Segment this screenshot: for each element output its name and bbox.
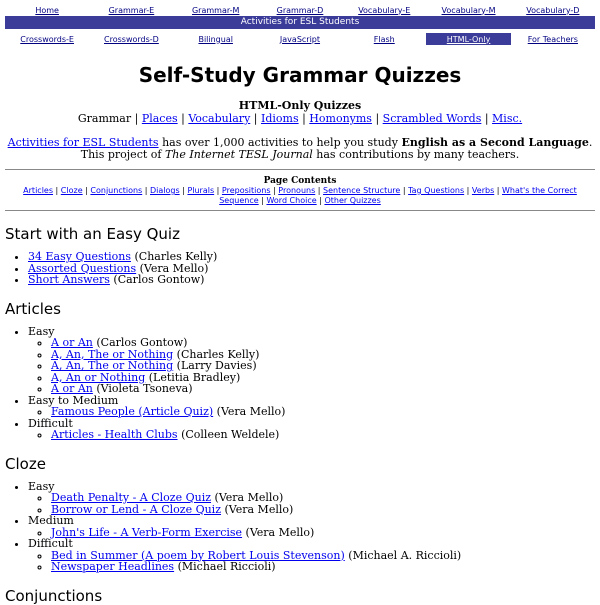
quiz-author: (Letitia Bradley) bbox=[145, 370, 241, 384]
nav-vocabulary-e[interactable] bbox=[342, 4, 426, 16]
list-item bbox=[51, 406, 600, 418]
level-label: Medium bbox=[28, 514, 74, 527]
list-item bbox=[51, 527, 600, 539]
level-item bbox=[28, 481, 600, 516]
nav-link[interactable]: Bilingual bbox=[198, 34, 233, 44]
contents-link-word-choice[interactable]: Word Choice bbox=[266, 196, 317, 205]
level-item bbox=[28, 418, 600, 441]
nav-link[interactable]: Vocabulary-M bbox=[441, 5, 496, 15]
intro-link[interactable]: Activities for ESL Students bbox=[7, 136, 159, 149]
easy-quiz-list bbox=[0, 251, 600, 286]
contents-link-other[interactable]: Other Quizzes bbox=[324, 196, 381, 205]
nav-link[interactable]: Vocabulary-D bbox=[526, 5, 580, 15]
contents-link-dialogs[interactable]: Dialogs bbox=[150, 186, 180, 195]
quiz-link[interactable]: Assorted Questions bbox=[28, 261, 137, 275]
nav-home[interactable] bbox=[5, 4, 89, 16]
quiz-author: (Vera Mello) bbox=[136, 261, 209, 275]
quiz-link[interactable]: A or An bbox=[51, 336, 93, 349]
intro-line2b: has contributions by many teachers. bbox=[312, 148, 520, 161]
list-item bbox=[28, 274, 600, 286]
divider bbox=[5, 210, 595, 211]
divider bbox=[5, 169, 595, 170]
quiz-link[interactable]: A, An or Nothing bbox=[51, 370, 146, 384]
contents-link-prepositions[interactable]: Prepositions bbox=[221, 186, 271, 195]
list-item bbox=[51, 429, 600, 441]
quiz-author: (Michael Riccioli) bbox=[174, 560, 276, 573]
nav-html-only[interactable] bbox=[426, 33, 510, 45]
quiz-author: (Larry Davies) bbox=[173, 359, 257, 372]
level-label: Difficult bbox=[28, 416, 73, 430]
quiz-author: (Vera Mello) bbox=[213, 405, 286, 418]
secondary-nav bbox=[5, 33, 595, 45]
contents-link-tag-questions[interactable]: Tag Questions bbox=[408, 186, 465, 195]
nav-javascript[interactable] bbox=[258, 33, 342, 45]
quiz-author: (Carlos Gontow) bbox=[92, 336, 188, 349]
category-link-vocabulary[interactable]: Vocabulary bbox=[188, 112, 251, 125]
category-link-places[interactable]: Places bbox=[141, 112, 178, 125]
list-item bbox=[51, 504, 600, 516]
quiz-link[interactable]: Death Penalty - A Cloze Quiz bbox=[51, 491, 212, 504]
quiz-link[interactable]: A, An, The or Nothing bbox=[51, 347, 174, 361]
nav-link[interactable]: Crosswords-D bbox=[104, 34, 159, 44]
quiz-link[interactable]: Short Answers bbox=[28, 273, 110, 286]
nav-for-teachers[interactable] bbox=[511, 33, 595, 45]
section-heading-articles: Articles bbox=[5, 299, 61, 318]
cloze-list bbox=[0, 481, 600, 573]
intro-text-2: . bbox=[588, 136, 593, 149]
page-title: Self-Study Grammar Quizzes bbox=[138, 63, 462, 87]
category-link-scrambled[interactable]: Scrambled Words bbox=[382, 112, 482, 125]
nav-vocabulary-d[interactable] bbox=[511, 4, 595, 16]
page-contents: Page Contents Articles | Cloze | Conjunctions | Dialogs | Plurals | Prepositions | Pronouns | Sentence Structure | Tag Questions | Verbs | What's the Correct Sequence | Word Choice | Other Quizzes bbox=[23, 176, 577, 205]
level-label: Easy bbox=[28, 324, 55, 338]
quiz-link[interactable]: Articles - Health Clubs bbox=[51, 428, 178, 441]
quiz-author: (Vera Mello) bbox=[211, 491, 284, 504]
subtitle: HTML-Only Quizzes bbox=[238, 99, 362, 112]
top-nav bbox=[5, 4, 595, 16]
intro-text-1: has over 1,000 activities to help you study bbox=[158, 136, 402, 149]
section-heading-cloze: Cloze bbox=[5, 454, 46, 473]
contents-link-verbs[interactable]: Verbs bbox=[471, 186, 495, 195]
quiz-link[interactable]: Famous People (Article Quiz) bbox=[51, 405, 214, 418]
level-item bbox=[28, 395, 600, 418]
list-item bbox=[51, 561, 600, 573]
quiz-author: (Charles Kelly) bbox=[131, 250, 218, 263]
category-block: HTML-Only Quizzes Grammar | Places | Vocabulary | Idioms | Homonyms | Scrambled Words | Misc. bbox=[77, 99, 523, 125]
list-item bbox=[51, 383, 600, 395]
contents-link-sequence[interactable]: What's the Correct Sequence bbox=[219, 186, 577, 205]
nav-grammar-e[interactable] bbox=[89, 4, 173, 16]
quiz-author: (Charles Kelly) bbox=[173, 347, 260, 361]
intro-text bbox=[0, 137, 600, 161]
nav-link[interactable]: Grammar-M bbox=[191, 5, 240, 15]
quiz-author: (Vera Mello) bbox=[242, 525, 315, 539]
quiz-author: (Violeta Tsoneva) bbox=[92, 382, 193, 395]
quiz-author: (Carlos Gontow) bbox=[109, 273, 205, 286]
nav-grammar-m[interactable] bbox=[174, 4, 258, 16]
nav-grammar-d[interactable] bbox=[258, 4, 342, 16]
nav-crosswords-d[interactable] bbox=[89, 33, 173, 45]
quiz-author: (Michael A. Riccioli) bbox=[344, 548, 462, 562]
level-label: Difficult bbox=[28, 537, 73, 550]
level-label: Easy to Medium bbox=[28, 393, 119, 407]
nav-link[interactable]: Flash bbox=[373, 34, 395, 44]
level-item bbox=[28, 538, 600, 573]
nav-link[interactable]: Home bbox=[35, 5, 59, 15]
nav-link[interactable]: Grammar-E bbox=[108, 5, 155, 15]
quiz-link[interactable]: 34 Easy Questions bbox=[28, 250, 131, 263]
quiz-link[interactable]: Borrow or Lend - A Cloze Quiz bbox=[51, 502, 222, 516]
intro-italic: The Internet TESL Journal bbox=[164, 148, 313, 161]
nav-link[interactable]: Grammar-D bbox=[276, 5, 324, 15]
contents-link-plurals[interactable]: Plurals bbox=[187, 186, 215, 195]
nav-link[interactable]: HTML-Only bbox=[446, 34, 491, 44]
category-link-misc[interactable]: Misc. bbox=[492, 112, 523, 125]
contents-link-conjunctions[interactable]: Conjunctions bbox=[90, 186, 143, 195]
quiz-link[interactable]: John's Life - A Verb-Form Exercise bbox=[51, 525, 243, 539]
section-heading-conjunctions: Conjunctions bbox=[5, 586, 103, 605]
contents-link-pronouns[interactable]: Pronouns bbox=[278, 186, 316, 195]
quiz-link[interactable]: A or An bbox=[51, 382, 93, 395]
nav-bilingual[interactable] bbox=[174, 33, 258, 45]
nav-flash[interactable] bbox=[342, 33, 426, 45]
contents-link-cloze[interactable]: Cloze bbox=[60, 186, 83, 195]
quiz-link[interactable]: A, An, The or Nothing bbox=[51, 359, 174, 372]
contents-link-sentence-structure[interactable]: Sentence Structure bbox=[323, 186, 401, 195]
level-item bbox=[28, 515, 600, 538]
intro-line2a: This project of bbox=[80, 148, 165, 161]
level-item bbox=[28, 326, 600, 395]
level-label: Easy bbox=[28, 479, 55, 493]
category-link-homonyms[interactable]: Homonyms bbox=[309, 112, 372, 125]
quiz-author: (Colleen Weldele) bbox=[177, 428, 280, 441]
quiz-link[interactable]: Newspaper Headlines bbox=[51, 560, 175, 573]
articles-list bbox=[0, 326, 600, 441]
nav-vocabulary-m[interactable] bbox=[426, 4, 510, 16]
nav-link[interactable]: Vocabulary-E bbox=[358, 5, 411, 15]
nav-crosswords-e[interactable] bbox=[5, 33, 89, 45]
nav-link[interactable]: For Teachers bbox=[527, 34, 578, 44]
nav-link[interactable]: JavaScript bbox=[279, 34, 321, 44]
section-heading-easy: Start with an Easy Quiz bbox=[5, 225, 180, 243]
quiz-author: (Vera Mello) bbox=[221, 502, 294, 516]
category-link-idioms[interactable]: Idioms bbox=[260, 112, 299, 125]
site-banner: Activities for ESL Students bbox=[5, 16, 595, 29]
category-current: Grammar bbox=[77, 112, 132, 125]
contents-title: Page Contents bbox=[263, 176, 337, 186]
intro-bold: English as a Second Language bbox=[401, 136, 589, 149]
nav-link[interactable]: Crosswords-E bbox=[20, 34, 74, 44]
quiz-link[interactable]: Bed in Summer (A poem by Robert Louis Stevenson) bbox=[51, 548, 345, 562]
contents-link-articles[interactable]: Articles bbox=[23, 186, 54, 195]
